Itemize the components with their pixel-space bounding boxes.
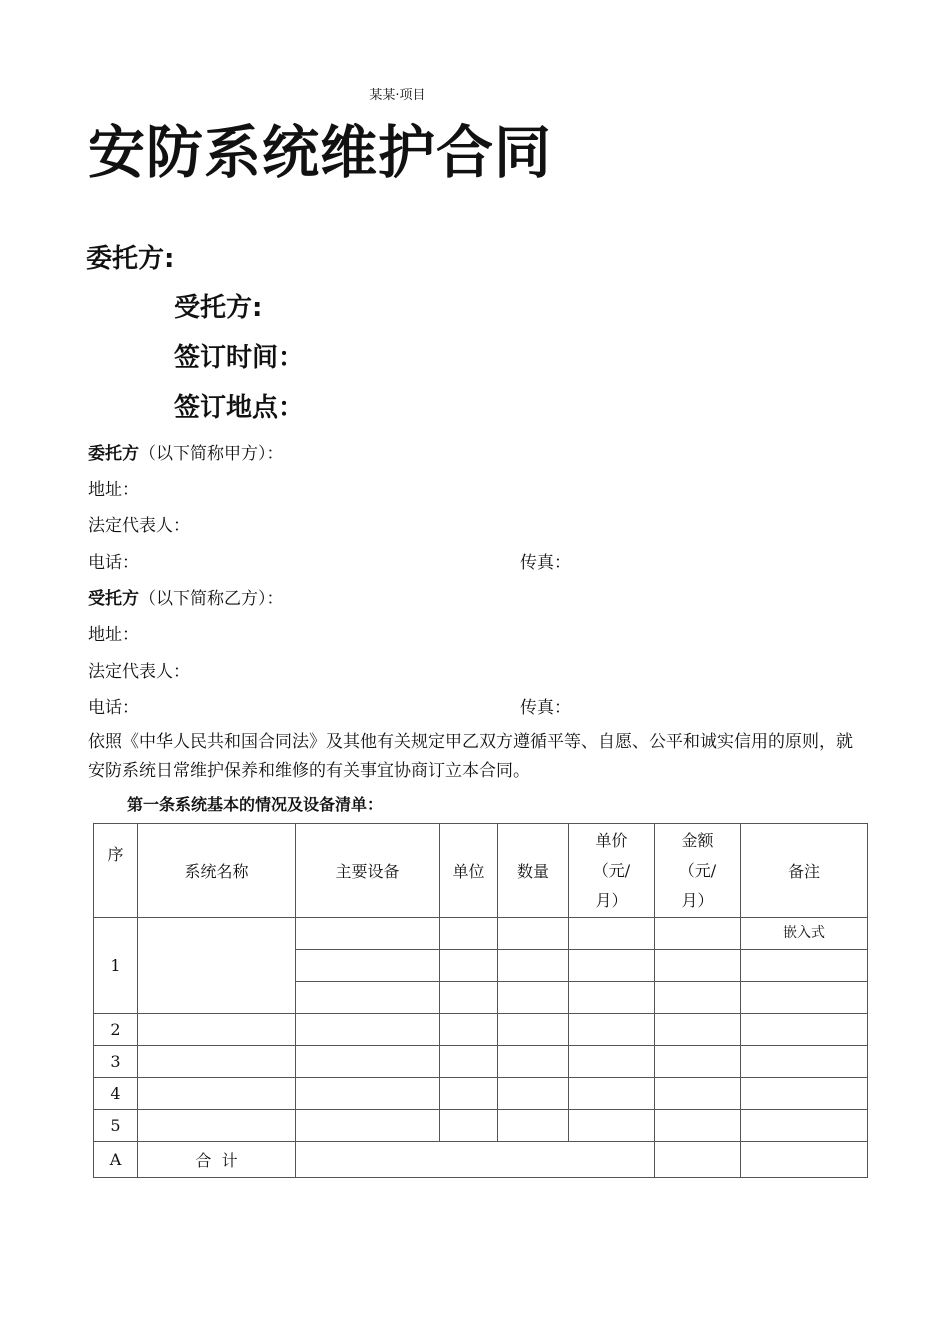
row-seq: 3	[94, 1046, 138, 1078]
header-seq: 序	[94, 824, 138, 918]
table-cell	[138, 1014, 296, 1046]
intro-paragraph: 依照《中华人民共和国合同法》及其他有关规定甲乙双方遵循平等、自愿、公平和诚实信用的原则，就安防系统日常维护保养和维修的有关事宜协商订立本合同。	[88, 732, 853, 781]
table-cell	[655, 918, 741, 950]
row-note: 嵌入式	[741, 918, 868, 950]
cover-contractor-label: 受托方:	[174, 293, 263, 323]
party-b-phone-label: 电话：	[88, 698, 139, 718]
party-b-contact-row	[88, 696, 571, 720]
total-label: 合 计	[138, 1142, 296, 1178]
party-b-fax-label: 传真：	[520, 698, 571, 718]
table-cell	[741, 1046, 868, 1078]
row-seq: 1	[94, 918, 138, 1014]
table-cell	[440, 950, 498, 982]
table-cell	[296, 1142, 655, 1178]
row-seq: 2	[94, 1014, 138, 1046]
header-system-name: 系统名称	[138, 824, 296, 918]
table-cell	[741, 1110, 868, 1142]
row-seq: 4	[94, 1078, 138, 1110]
table-cell	[655, 1078, 741, 1110]
header-amount-line3: 月）	[681, 890, 714, 910]
table-cell	[498, 950, 569, 982]
table-cell	[655, 1142, 741, 1178]
table-cell	[569, 982, 655, 1014]
party-a-title	[88, 442, 284, 466]
table-header-row	[94, 824, 868, 918]
party-a-title-bold: 委托方	[88, 444, 139, 464]
table-cell	[138, 1046, 296, 1078]
table-cell	[296, 1014, 440, 1046]
table-cell	[296, 982, 440, 1014]
table-cell	[569, 918, 655, 950]
header-unit-price-line2: （元/	[592, 860, 631, 880]
party-a-phone-label: 电话：	[88, 553, 139, 573]
party-a-address-label: 地址：	[88, 480, 139, 500]
table-row	[94, 1014, 868, 1046]
table-cell	[138, 1110, 296, 1142]
table-cell	[741, 1014, 868, 1046]
row-system-name-cell	[138, 918, 296, 1014]
party-b-title	[88, 587, 284, 611]
header-unit: 单位	[440, 824, 498, 918]
table-cell	[655, 1110, 741, 1142]
table-cell	[440, 1078, 498, 1110]
cover-client-label: 委托方:	[86, 244, 175, 274]
table-total-row	[94, 1142, 868, 1178]
table-cell	[569, 1014, 655, 1046]
party-b-title-bold: 受托方	[88, 589, 139, 609]
table-cell	[498, 918, 569, 950]
table-cell	[569, 1078, 655, 1110]
party-b-address-label: 地址：	[88, 625, 139, 645]
table-cell	[498, 1014, 569, 1046]
table-cell	[498, 982, 569, 1014]
table-cell	[440, 1110, 498, 1142]
header-amount-line2: （元/	[678, 860, 717, 880]
party-a-fax-label: 传真：	[520, 553, 571, 573]
header-quantity: 数量	[498, 824, 569, 918]
equipment-table	[93, 823, 868, 1178]
party-a-rep-label: 法定代表人：	[88, 516, 190, 536]
header-amount-line1: 金额	[681, 830, 714, 850]
table-row	[94, 1078, 868, 1110]
party-b-rep-label: 法定代表人：	[88, 662, 190, 682]
table-row	[94, 1110, 868, 1142]
total-seq: A	[94, 1142, 138, 1178]
article-1-title: 第一条系统基本的情况及设备清单：	[127, 795, 384, 814]
row-seq: 5	[94, 1110, 138, 1142]
party-a-title-note: （以下简称甲方）：	[139, 444, 284, 464]
header-main-equipment: 主要设备	[296, 824, 440, 918]
table-row	[94, 918, 868, 950]
table-cell	[655, 1014, 741, 1046]
table-cell	[569, 1046, 655, 1078]
table-cell	[655, 982, 741, 1014]
table-cell	[498, 1078, 569, 1110]
party-b-title-note: （以下简称乙方）：	[139, 589, 284, 609]
table-cell	[498, 1110, 569, 1142]
header-amount	[655, 824, 741, 918]
page-header: 某某·项目	[369, 88, 426, 103]
party-a-contact-row	[88, 551, 571, 575]
table-cell	[296, 1046, 440, 1078]
table-cell	[440, 1014, 498, 1046]
table-cell	[498, 1046, 569, 1078]
table-cell	[741, 1078, 868, 1110]
table-cell	[655, 1046, 741, 1078]
header-notes: 备注	[741, 824, 868, 918]
table-cell	[296, 1078, 440, 1110]
cover-sign-date-label: 签订时间：	[174, 343, 305, 373]
table-cell	[440, 982, 498, 1014]
table-row	[94, 1046, 868, 1078]
table-cell	[741, 1142, 868, 1178]
table-cell	[440, 918, 498, 950]
table-cell	[569, 950, 655, 982]
header-unit-price-line3: 月）	[595, 890, 628, 910]
table-cell	[296, 918, 440, 950]
table-cell	[569, 1110, 655, 1142]
table-cell	[138, 1078, 296, 1110]
table-cell	[296, 950, 440, 982]
table-cell	[296, 1110, 440, 1142]
table-cell	[741, 982, 868, 1014]
header-unit-price	[569, 824, 655, 918]
table-cell	[655, 950, 741, 982]
table-cell	[741, 950, 868, 982]
cover-sign-place-label: 签订地点：	[174, 393, 305, 423]
header-unit-price-line1: 单价	[595, 830, 628, 850]
document-title: 安防系统维护合同	[88, 120, 552, 186]
table-cell	[440, 1046, 498, 1078]
